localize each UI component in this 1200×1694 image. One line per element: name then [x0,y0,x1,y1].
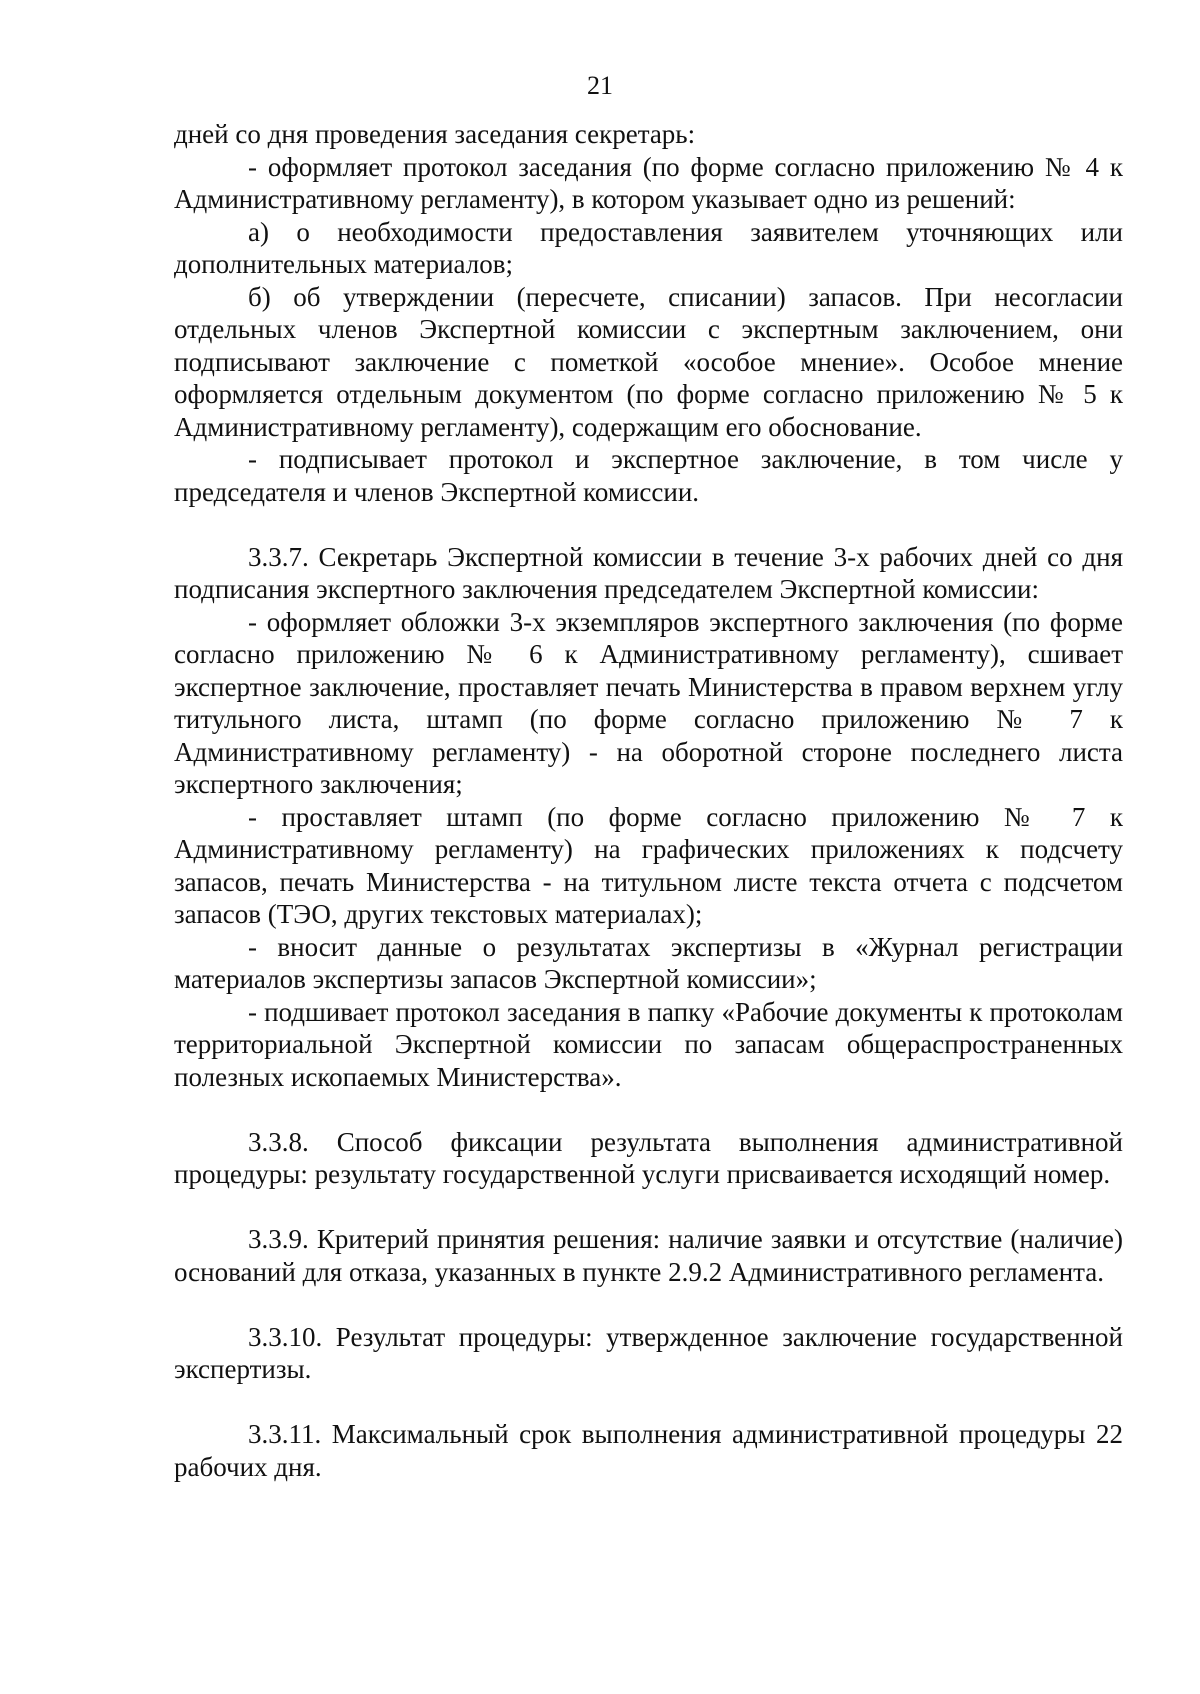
paragraph: - вносит данные о результатах экспертизы в «Журнал регистрации материалов экспертизы запасов Экспертной комиссии»; [174,931,1123,994]
page-number: 21 [587,71,613,100]
paragraph: 3.3.10. Результат процедуры: утвержденное заключение государственной экспертизы. [174,1321,1123,1384]
paragraph: - подшивает протокол заседания в папку «Рабочие документы к протоколам территориальной Экспертной комиссии по запасам общераспространенных полезных ископаемых Министерства». [174,996,1123,1092]
paragraph: дней со дня проведения заседания секретарь: [174,119,696,149]
paragraph: 3.3.8. Способ фиксации результата выполнения административной процедуры: результату государственной услуги присваивается исходящий номер. [174,1126,1123,1189]
paragraph: - оформляет обложки 3-х экземпляров экспертного заключения (по форме согласно приложению № 6 к Административному регламенту), сшивает экспертное заключение, проставляет печать Министерства в правом верхнем углу титульного листа, штамп (по форме согласно приложению № 7 к Административному регламенту) - на оборотной стороне последнего листа экспертного заключения; [174,606,1123,799]
paragraph: а) о необходимости предоставления заявителем уточняющих или дополнительных материалов; [174,216,1123,279]
paragraph: - проставляет штамп (по форме согласно приложению № 7 к Административному регламенту) на графических приложениях к подсчету запасов, печать Министерства - на титульном листе текста отчета с подсчетом запасов (ТЭО, других текстовых материалах); [174,801,1123,929]
paragraph: 3.3.9. Критерий принятия решения: наличие заявки и отсутствие (наличие) оснований для отказа, указанных в пункте 2.9.2 Административного регламента. [174,1224,1123,1287]
paragraph: 3.3.11. Максимальный срок выполнения административной процедуры 22 рабочих дня. [174,1419,1123,1482]
document-body [174,118,1123,1483]
paragraph: б) об утверждении (пересчете, списании) запасов. При несогласии отдельных членов Экспертной комиссии с экспертным заключением, они подписывают заключение с пометкой «особое мнение». Особое мнение оформляется отдельным документом (по форме согласно приложению № 5 к Административному регламенту), содержащим его обоснование. [174,281,1123,442]
paragraph: - оформляет протокол заседания (по форме согласно приложению № 4 к Административному регламенту), в котором указывает одно из решений: [174,151,1123,214]
paragraph: 3.3.7. Секретарь Экспертной комиссии в течение 3-х рабочих дней со дня подписания экспертного заключения председателем Экспертной комиссии: [174,541,1123,604]
paragraph: - подписывает протокол и экспертное заключение, в том числе у председателя и членов Экспертной комиссии. [174,444,1123,507]
